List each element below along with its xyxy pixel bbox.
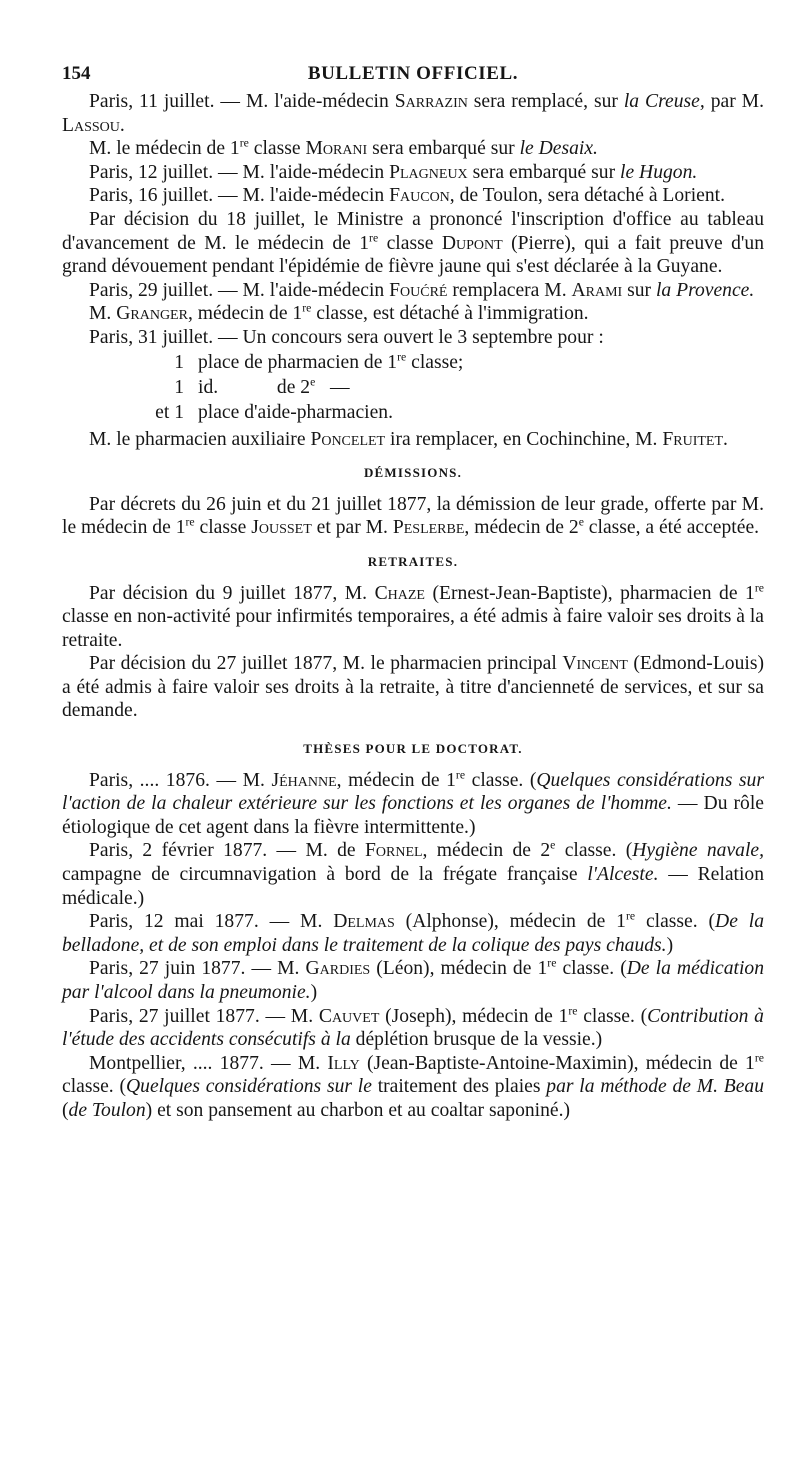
list-item: 1 id. de 2e — bbox=[174, 375, 350, 398]
section-heading-theses: THÈSES POUR LE DOCTORAT. bbox=[303, 741, 523, 757]
these-fornel: Paris, 2 février 1877. — M. de Fornel, médecin de 2e classe. (Hygiène navale, campagne de circumnavigation à bord de la frégate française l'Alceste. — Relation médicale.) bbox=[62, 838, 765, 909]
paragraph-concours: Paris, 31 juillet. — Un concours sera ouvert le 3 septembre pour : bbox=[89, 326, 604, 348]
these-illy: Montpellier, .... 1877. — M. Illy (Jean-Baptiste-Antoine-Maximin), médecin de 1re classe. (Quelques considérations sur le traitement des plaies par la méthode de M. Beau (de Toulon) et son pansement au charbon et au coaltar saponiné.) bbox=[62, 1051, 765, 1121]
paragraph-faucon: Paris, 16 juillet. — M. l'aide-médecin Faucon, de Toulon, sera détaché à Lorient. bbox=[89, 185, 725, 207]
these-delmas: Paris, 12 mai 1877. — M. Delmas (Alphonse), médecin de 1re classe. (De la belladone, et de son emploi dans le traitement de la colique des pays chauds.) bbox=[62, 909, 764, 956]
page bbox=[62, 56, 764, 1123]
paragraph-vincent: Par décision du 27 juillet 1877, M. le pharmacien principal Vincent (Edmond-Louis) a été admis à faire valoir ses droits à la retraite, à titre d'ancienneté de services, et sur sa demande. bbox=[62, 653, 764, 722]
paragraph-poncelet: M. le pharmacien auxiliaire Poncelet ira remplacer, en Cochinchine, M. Fruitet. bbox=[89, 428, 728, 450]
paragraph-sarrazin: Paris, 11 juillet. — M. l'aide-médecin Sarrazin sera remplacé, sur la Creuse, par M. Lassou. bbox=[62, 91, 765, 136]
page-number: 154 bbox=[62, 63, 91, 84]
paragraph-demissions: Par décrets du 26 juin et du 21 juillet 1877, la démission de leur grade, offerte par M. le médecin de 1re classe Jousset et par M. Peslerbe, médecin de 2e classe, a été acceptée. bbox=[62, 493, 764, 539]
running-title: BULLETIN OFFICIEL. bbox=[307, 63, 519, 84]
list-item: 1 place de pharmacien de 1re classe; bbox=[174, 350, 464, 373]
paragraph-granger: M. Granger, médecin de 1re classe, est détaché à l'immigration. bbox=[89, 301, 589, 325]
list-item: et 1 place d'aide-pharmacien. bbox=[155, 401, 393, 423]
paragraph-dupont: Par décision du 18 juillet, le Ministre a prononcé l'inscription d'office au tableau d'avancement de M. le médecin de 1re classe Dupont (Pierre), qui a fait preuve d'un grand dévouement pendant l'épidémie de fièvre jaune qui s'est déclarée à la Guyane. bbox=[62, 208, 764, 278]
section-heading-retraites: RETRAITES. bbox=[367, 553, 459, 569]
paragraph-morani: M. le médecin de 1re classe Morani sera embarqué sur le Desaix. bbox=[89, 136, 598, 160]
concours-list bbox=[128, 350, 764, 425]
paragraph-fouere: Paris, 29 juillet. — M. l'aide-médecin Foućré remplacera M. Arami sur la Provence. bbox=[89, 279, 755, 301]
section-heading-demissions: DÉMISSIONS. bbox=[363, 465, 463, 481]
these-cauvet: Paris, 27 juillet 1877. — M. Cauvet (Joseph), médecin de 1re classe. (Contribution à l'étude des accidents consécutifs à la déplétion brusque de la vessie.) bbox=[62, 1004, 764, 1051]
page-header bbox=[62, 56, 764, 90]
these-gardies: Paris, 27 juin 1877. — M. Gardies (Léon), médecin de 1re classe. (De la médication par l'alcool dans la pneumonie.) bbox=[62, 956, 764, 1003]
these-jehanne: Paris, .... 1876. — M. Jéhanne, médecin de 1re classe. (Quelques considérations sur l'action de la chaleur extérieure sur les fonctions et les organes de l'homme. — Du rôle étiologique de cet agent dans la fièvre intermittente.) bbox=[62, 768, 764, 838]
paragraph-chaze: Par décision du 9 juillet 1877, M. Chaze (Ernest-Jean-Baptiste), pharmacien de 1re classe en non-activité pour infirmités temporaires, a été admis à faire valoir ses droits à la retraite. bbox=[62, 580, 764, 651]
paragraph-plagneux: Paris, 12 juillet. — M. l'aide-médecin Plagneux sera embarqué sur le Hugon. bbox=[89, 161, 698, 183]
